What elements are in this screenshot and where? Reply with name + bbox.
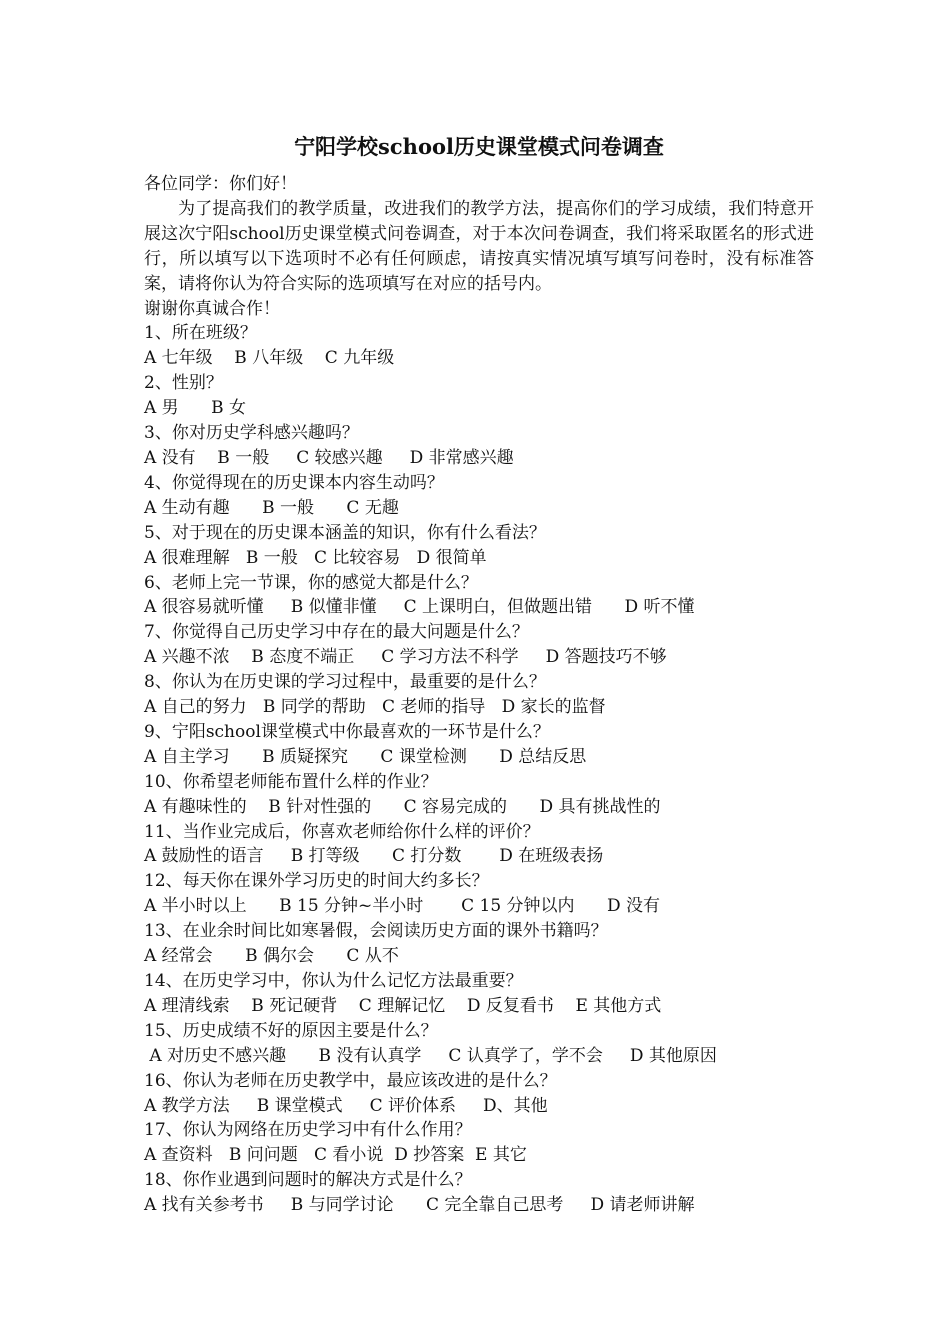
question-options: A 找有关参考书 B 与同学讨论 C 完全靠自己思考 D 请老师讲解 bbox=[144, 1195, 695, 1216]
question-options: A 男 B 女 bbox=[144, 398, 246, 419]
question-list bbox=[144, 321, 814, 1218]
question-text: 2、性别？ bbox=[144, 373, 223, 394]
question-text: 15、历史成绩不好的原因主要是什么？ bbox=[144, 1020, 438, 1041]
question-text: 4、你觉得现在的历史课本内容生动吗？ bbox=[144, 472, 444, 493]
question-text: 1、所在班级？ bbox=[144, 323, 257, 344]
question-text: 8、你认为在历史课的学习过程中，最重要的是什么？ bbox=[144, 672, 546, 693]
question-options: A 经常会 B 偶尔会 C 从不 bbox=[144, 946, 399, 967]
question-text: 13、在业余时间比如寒暑假，会阅读历史方面的课外书籍吗？ bbox=[144, 921, 608, 942]
question-text: 6、老师上完一节课，你的感觉大都是什么？ bbox=[144, 572, 478, 593]
question-text: 3、你对历史学科感兴趣吗？ bbox=[144, 423, 359, 444]
question-text: 14、在历史学习中，你认为什么记忆方法最重要？ bbox=[144, 971, 523, 991]
thanks-line: 谢谢你真诚合作！ bbox=[144, 298, 280, 319]
question-options: A 鼓励性的语言 B 打等级 C 打分数 D 在班级表扬 bbox=[144, 846, 604, 867]
question-text: 10、你希望老师能布置什么样的作业？ bbox=[144, 771, 438, 792]
question-text: 12、每天你在课外学习历史的时间大约多长？ bbox=[144, 871, 489, 892]
question-text: 7、你觉得自己历史学习中存在的最大问题是什么？ bbox=[144, 622, 529, 643]
question-options: A 自己的努力 B 同学的帮助 C 老师的指导 D 家长的监督 bbox=[144, 697, 606, 718]
question-options: A 生动有趣 B 一般 C 无趣 bbox=[144, 497, 399, 518]
question-options: A 很容易就听懂 B 似懂非懂 C 上课明白，但做题出错 D 听不懂 bbox=[144, 597, 695, 618]
greeting: 各位同学：你们好！ bbox=[144, 174, 297, 194]
question-text: 18、你作业遇到问题时的解决方式是什么？ bbox=[144, 1170, 472, 1191]
question-options: A 兴趣不浓 B 态度不端正 C 学习方法不科学 D 答题技巧不够 bbox=[144, 647, 667, 668]
question-options: A 有趣味性的 B 针对性强的 C 容易完成的 D 具有挑战性的 bbox=[144, 796, 661, 817]
intro-paragraph: 为了提高我们的教学质量，改进我们的教学方法，提高你们的学习成绩，我们特意开展这次宁阳school历史课堂模式问卷调查，对于本次问卷调查，我们将采取匿名的形式进行，所以填写以下选项时不必有任何顾虑，请按真实情况填写填写问卷时，没有标准答案，请将你认为符合实际的选项填写在对应的括号内。 bbox=[144, 198, 814, 294]
question-options: A 没有 B 一般 C 较感兴趣 D 非常感兴趣 bbox=[144, 447, 514, 468]
question-text: 9、宁阳school课堂模式中你最喜欢的一环节是什么？ bbox=[144, 721, 550, 742]
question-options: A 教学方法 B 课堂模式 C 评价体系 D、其他 bbox=[144, 1095, 548, 1116]
question-text: 17、你认为网络在历史学习中有什么作用？ bbox=[144, 1120, 472, 1141]
document-page bbox=[144, 132, 814, 1218]
question-text: 5、对于现在的历史课本涵盖的知识，你有什么看法？ bbox=[144, 522, 546, 543]
question-options: A 半小时以上 B 15 分钟~半小时 C 15 分钟以内 D 没有 bbox=[144, 896, 661, 917]
question-options: A 理清线索 B 死记硬背 C 理解记忆 D 反复看书 E 其他方式 bbox=[144, 995, 662, 1016]
page-title: 宁阳学校school历史课堂模式问卷调查 bbox=[294, 134, 664, 159]
question-options: A 查资料 B 问问题 C 看小说 D 抄答案 E 其它 bbox=[144, 1145, 527, 1166]
question-options: A 对历史不感兴趣 B 没有认真学 C 认真学了，学不会 D 其他原因 bbox=[144, 1045, 717, 1066]
question-options: A 自主学习 B 质疑探究 C 课堂检测 D 总结反思 bbox=[144, 746, 587, 767]
question-options: A 很难理解 B 一般 C 比较容易 D 很简单 bbox=[144, 547, 487, 568]
question-options: A 七年级 B 八年级 C 九年级 bbox=[144, 348, 395, 369]
question-text: 16、你认为老师在历史教学中，最应该改进的是什么？ bbox=[144, 1070, 557, 1091]
question-text: 11、当作业完成后，你喜欢老师给你什么样的评价？ bbox=[144, 821, 540, 842]
